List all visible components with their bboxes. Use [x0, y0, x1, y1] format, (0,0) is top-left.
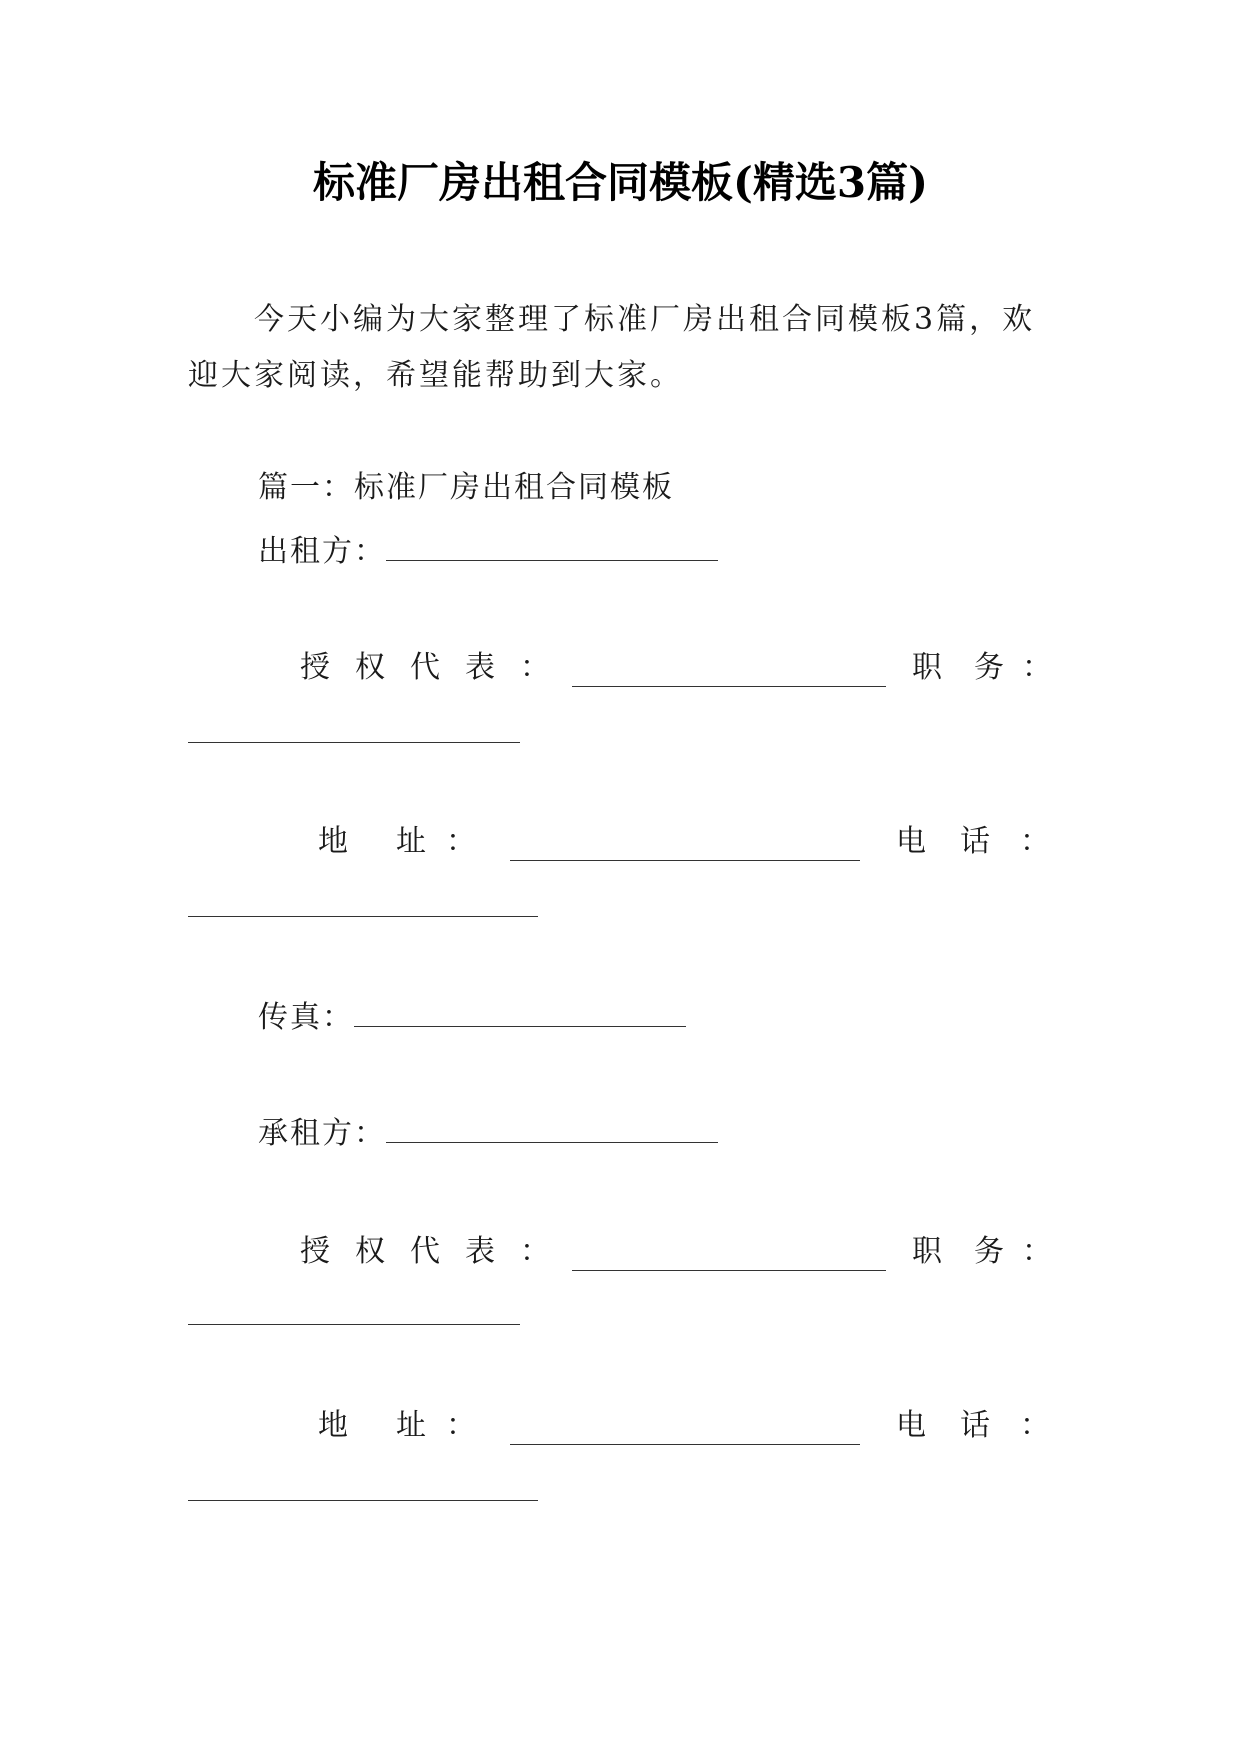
- lessor-fax-blank[interactable]: [354, 998, 686, 1027]
- lessee-rep-char: 表: [465, 1234, 495, 1269]
- lessor-phone-char: ：: [1020, 824, 1050, 859]
- section-heading: 篇一：标准厂房出租合同模板: [258, 470, 674, 505]
- lessor-blank[interactable]: [386, 532, 718, 561]
- lessee-address-char: 地: [318, 1408, 348, 1443]
- lessor-rep-char: 权: [355, 650, 385, 685]
- lessee-line: [258, 1114, 718, 1154]
- lessee-position-line: [912, 1232, 1052, 1272]
- lessee-rep-char: 代: [410, 1234, 440, 1269]
- lessor-rep-char: 代: [410, 650, 440, 685]
- lessor-address-char: 址: [396, 824, 426, 859]
- lessor-position-line: [912, 648, 1052, 688]
- lessee-phone-char: 话: [960, 1408, 990, 1443]
- lessee-blank[interactable]: [386, 1114, 718, 1143]
- lessor-position-char: 务: [974, 650, 1004, 685]
- lessor-address-char: ：: [446, 824, 476, 859]
- lessor-phone-char: 话: [960, 824, 990, 859]
- lessee-address-line: [318, 1406, 476, 1446]
- lessor-rep-char: 表: [465, 650, 495, 685]
- lessee-rep-blank[interactable]: [572, 1242, 886, 1271]
- lessee-phone-line: [896, 1406, 1050, 1446]
- lessor-line: [258, 532, 718, 572]
- lessee-label: 承租方：: [258, 1116, 386, 1151]
- lessee-address-char: ：: [446, 1408, 476, 1443]
- lessee-address-char: 址: [396, 1408, 426, 1443]
- lessee-phone-char: ：: [1020, 1408, 1050, 1443]
- lessee-address-blank[interactable]: [510, 1416, 860, 1445]
- lessee-position-char: 职: [912, 1234, 942, 1269]
- lessor-position-char: ：: [1022, 650, 1052, 685]
- lessor-rep-blank[interactable]: [572, 658, 886, 687]
- lessor-phone-line: [896, 822, 1050, 862]
- document-title: 标准厂房出租合同模板(精选3篇): [313, 158, 928, 207]
- lessee-rep-char: ：: [520, 1234, 550, 1269]
- lessor-address-line: [318, 822, 476, 862]
- lessee-position-blank[interactable]: [188, 1296, 520, 1325]
- lessee-phone-char: 电: [896, 1408, 926, 1443]
- lessor-phone-char: 电: [896, 824, 926, 859]
- lessor-rep-char: ：: [520, 650, 550, 685]
- lessee-rep-char: 权: [355, 1234, 385, 1269]
- lessor-address-char: 地: [318, 824, 348, 859]
- lessor-phone-blank[interactable]: [188, 888, 538, 917]
- lessee-position-char: ：: [1022, 1234, 1052, 1269]
- lessor-rep-line: [300, 648, 570, 688]
- lessor-fax-label: 传真：: [258, 1000, 354, 1035]
- lessor-position-char: 职: [912, 650, 942, 685]
- lessor-label: 出租方：: [258, 534, 386, 569]
- lessor-position-blank[interactable]: [188, 714, 520, 743]
- lessee-phone-blank[interactable]: [188, 1472, 538, 1501]
- lessor-address-blank[interactable]: [510, 832, 860, 861]
- lessor-fax-line: [258, 998, 686, 1038]
- lessee-rep-char: 授: [300, 1234, 330, 1269]
- intro-paragraph: 今天小编为大家整理了标准厂房出租合同模板3篇，欢迎大家阅读，希望能帮助到大家。: [188, 302, 1036, 393]
- lessor-rep-char: 授: [300, 650, 330, 685]
- lessee-rep-line: [300, 1232, 570, 1272]
- lessee-position-char: 务: [974, 1234, 1004, 1269]
